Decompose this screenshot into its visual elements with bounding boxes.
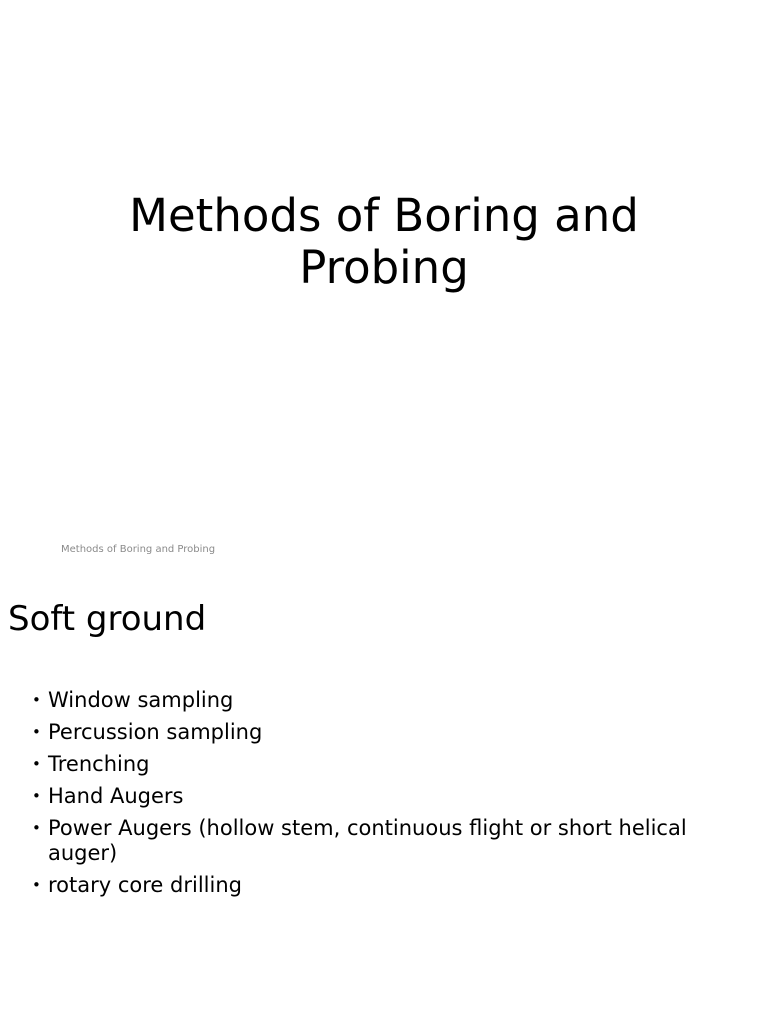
bullet-item [32,752,692,777]
bullet-marker: • [32,691,41,709]
slide-heading: Soft ground [8,599,207,639]
bullet-marker: • [32,723,41,741]
bullet-marker: • [32,787,41,805]
content-slide [0,576,768,1024]
slide-title-line-2: Probing [299,241,469,294]
bullet-list [32,688,692,905]
bullet-item [32,873,692,898]
slide-title-line-1: Methods of Boring and [129,189,639,242]
bullet-item [32,784,692,809]
bullet-text: Hand Augers [48,784,184,808]
slide-footer: Methods of Boring and Probing [61,544,216,555]
bullet-text: Window sampling [48,688,234,712]
bullet-text: Percussion sampling [48,720,263,744]
bullet-item [32,816,692,866]
bullet-marker: • [32,755,41,773]
bullet-marker: • [32,876,41,894]
bullet-item [32,720,692,745]
bullet-item [32,688,692,713]
bullet-text: rotary core drilling [48,873,242,897]
bullet-text: Trenching [48,752,150,776]
bullet-text: Power Augers (hollow stem, continuous flight or short helical auger) [48,816,687,865]
bullet-marker: • [32,819,41,837]
slide-title [0,190,768,294]
